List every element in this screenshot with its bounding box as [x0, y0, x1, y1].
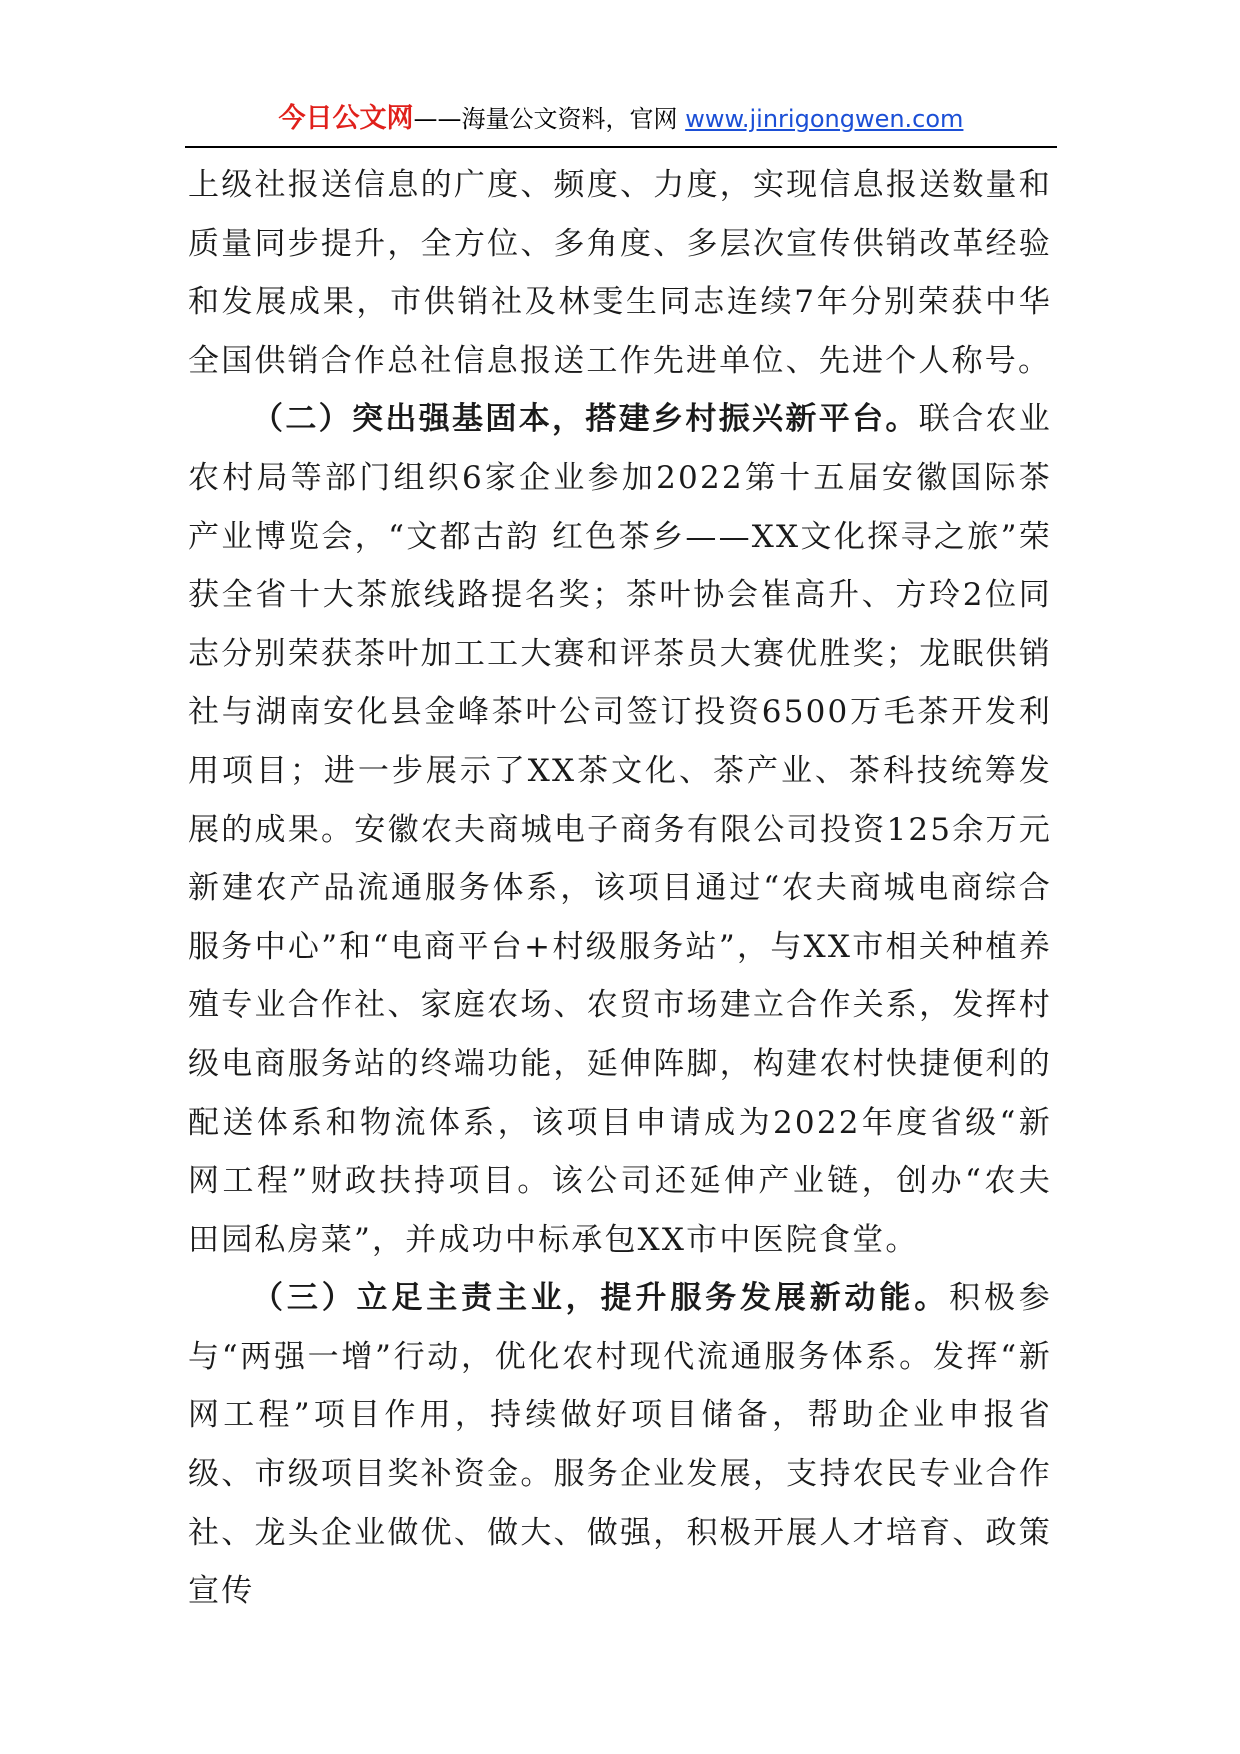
site-url-link[interactable]: www.jinrigongwen.com — [685, 105, 964, 133]
paragraph-3-text: 积极参与“两强一增”行动，优化农村现代流通服务体系。发挥“新网工程”项目作用，持续做好项目储备，帮助企业申报省级、市级项目奖补资金。服务企业发展，支持农民专业合作社、龙头企业做优、做大、做强，积极开展人才培育、政策宣传 — [188, 1280, 1053, 1610]
site-tagline: ——海量公文资料，官网 — [413, 105, 686, 133]
site-brand: 今日公文网 — [278, 103, 414, 134]
paragraph-2-text: 联合农业农村局等部门组织6家企业参加2022第十五届安徽国际茶产业博览会，“文都古韵 红色茶乡——XX文化探寻之旅”荣获全省十大茶旅线路提名奖；茶叶协会崔高升、方玲2位同志分别荣获茶叶加工工大赛和评茶员大赛优胜奖；龙眠供销社与湖南安化县金峰茶叶公司签订投资6500万毛茶开发利用项目；进一步展示了XX茶文化、茶产业、茶科技统筹发展的成果。安徽农夫商城电子商务有限公司投资125余万元新建农产品流通服务体系，该项目通过“农夫商城电商综合服务中心”和“电商平台+村级服务站”，与XX市相关种植养殖专业合作社、家庭农场、农贸市场建立合作关系，发挥村级电商服务站的终端功能，延伸阵脚，构建农村快捷便利的配送体系和物流体系，该项目申请成为2022年度省级“新网工程”财政扶持项目。该公司还延伸产业链，创办“农夫田园私房菜”，并成功中标承包XX市中医院食堂。 — [188, 401, 1052, 1258]
paragraph-1 — [188, 156, 1052, 390]
document-body — [188, 156, 1052, 1621]
paragraph-3-heading: （三）立足主责主业，提升服务发展新动能。 — [252, 1280, 950, 1317]
paragraph-1-text: 上级社报送信息的广度、频度、力度，实现信息报送数量和质量同步提升，全方位、多角度、多层次宣传供销改革经验和发展成果，市供销社及林雯生同志连续7年分别荣获中华全国供销合作总社信息报送工作先进单位、先进个人称号。 — [188, 167, 1052, 379]
paragraph-2-heading: （二）突出强基固本，搭建乡村振兴新平台。 — [252, 401, 919, 438]
page-header — [185, 96, 1057, 142]
header-divider — [185, 146, 1057, 148]
paragraph-2 — [188, 390, 1052, 1269]
paragraph-3 — [188, 1269, 1052, 1621]
